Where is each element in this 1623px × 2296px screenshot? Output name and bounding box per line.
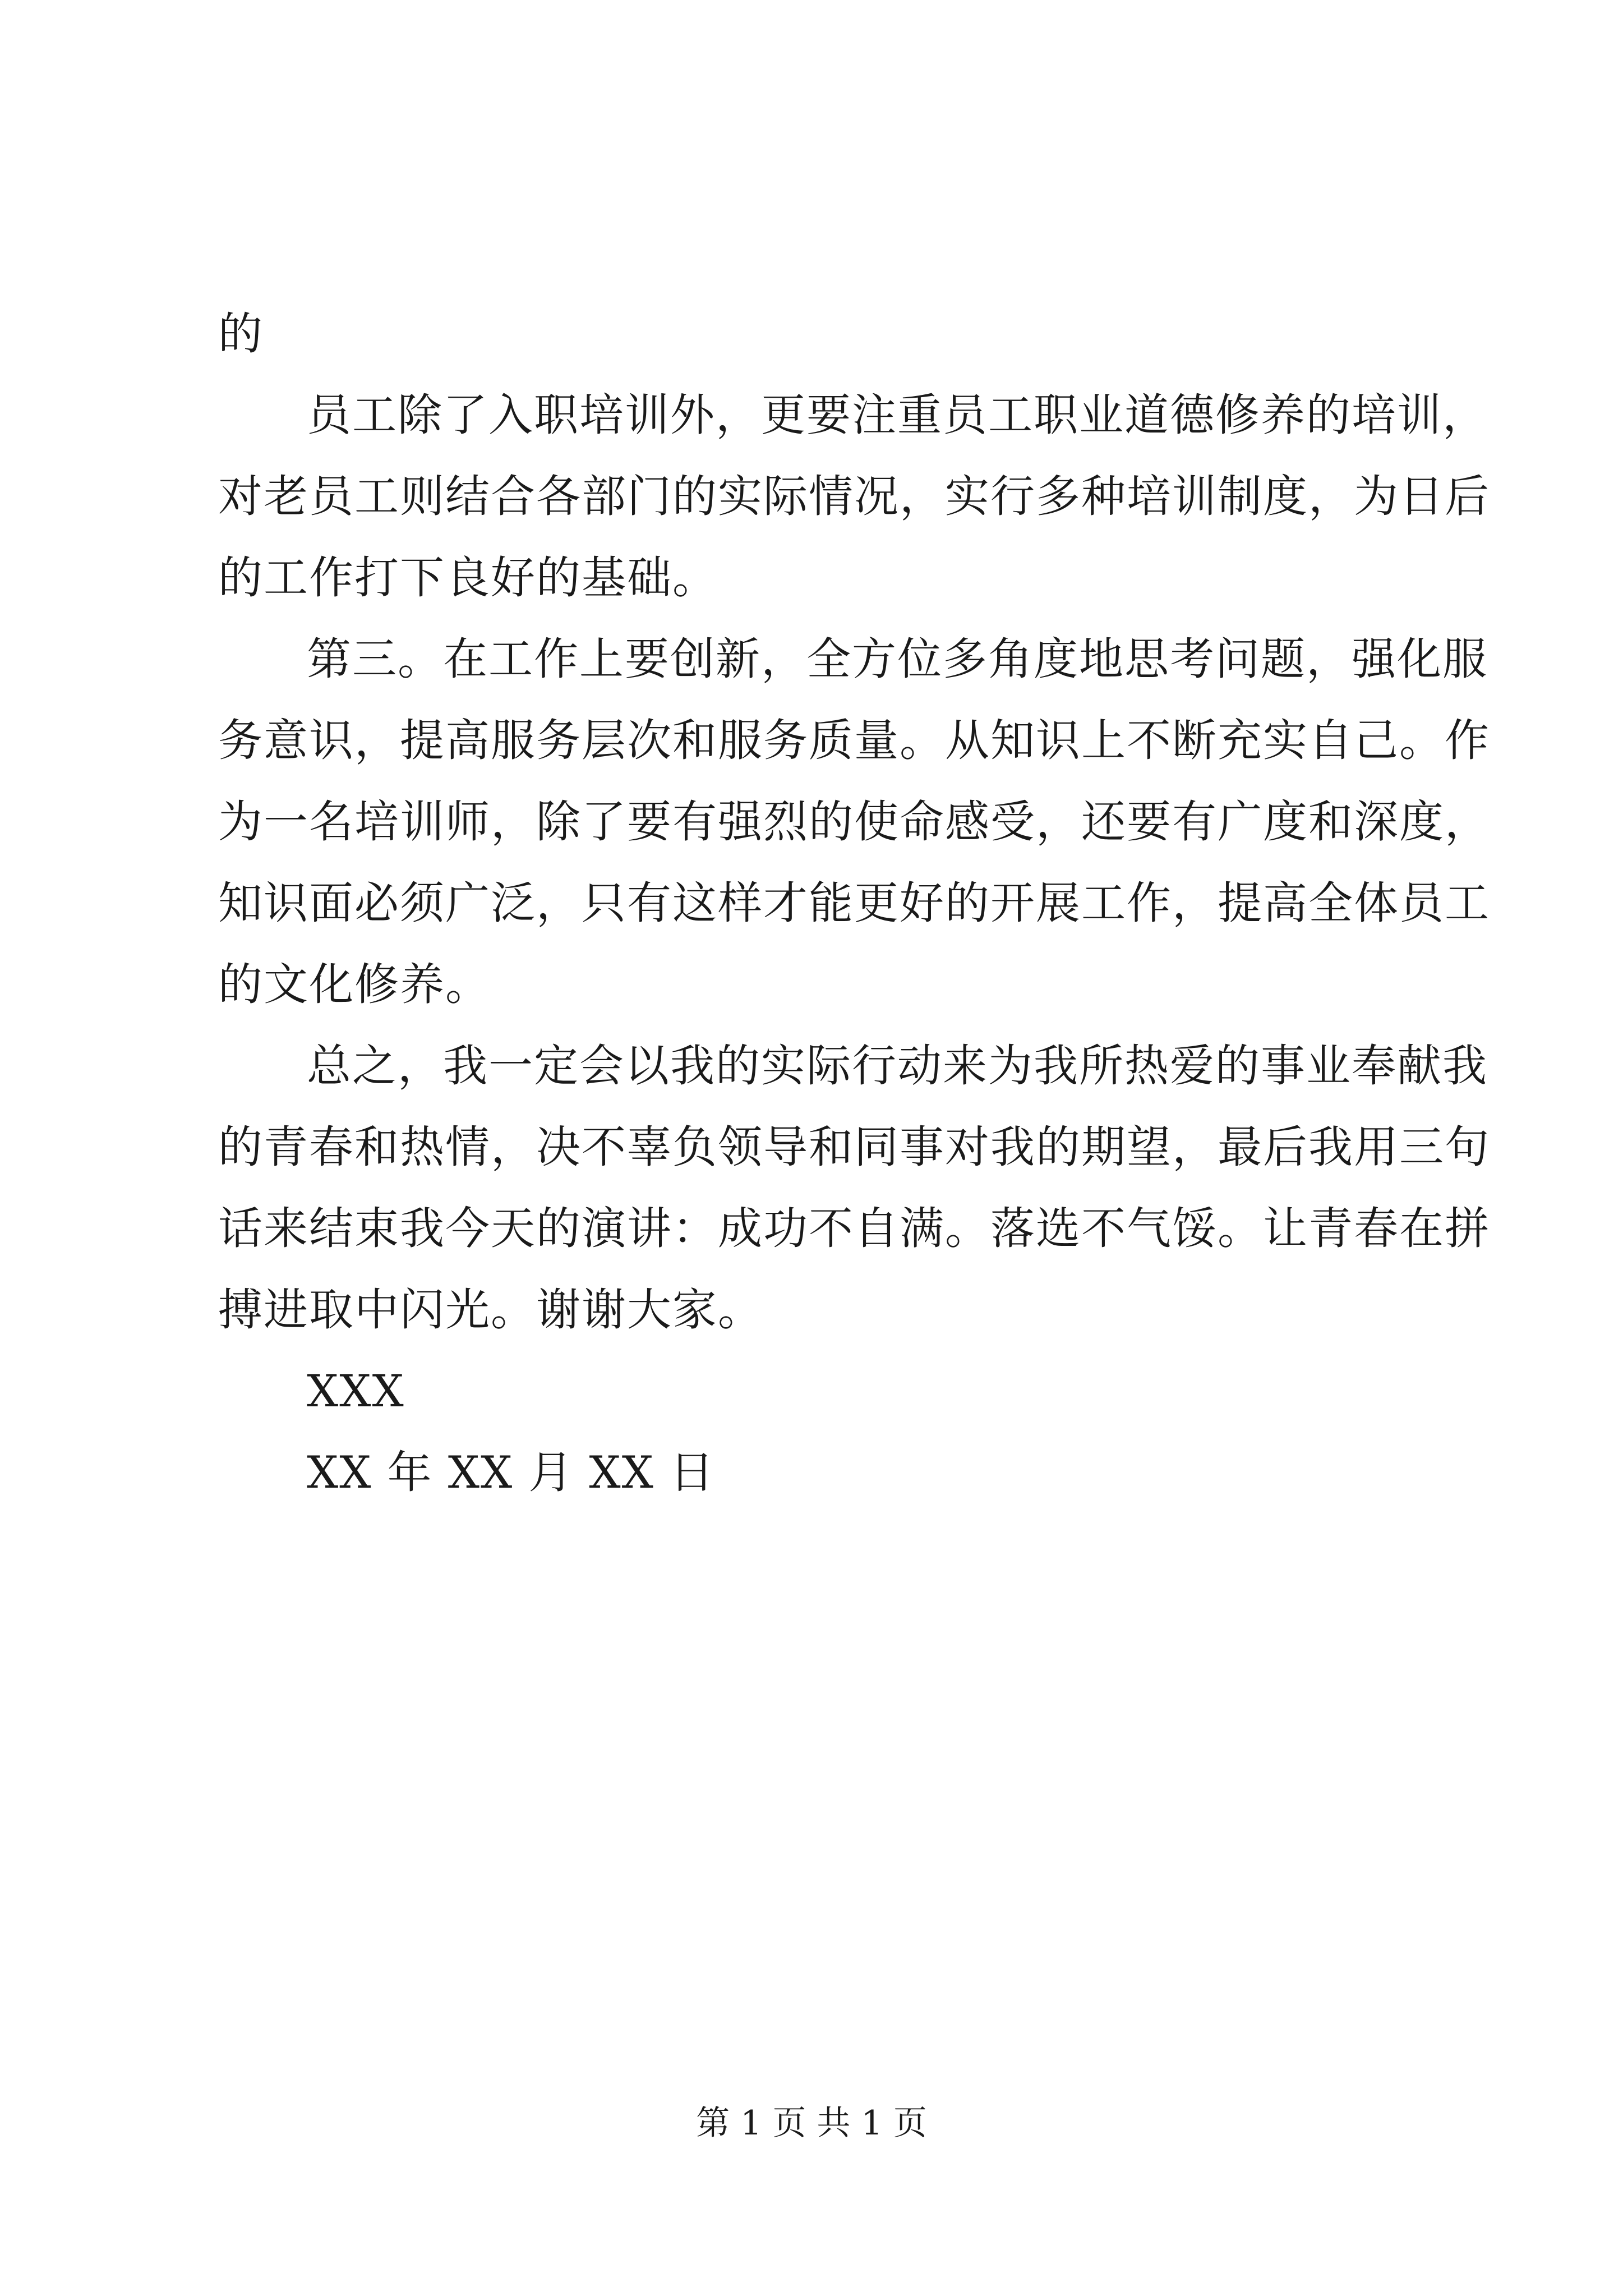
text-line: 总之，我一定会以我的实际行动来为我所热爱的事业奉献我 xyxy=(307,1040,1488,1092)
text-line: 知识面必须广泛，只有这样才能更好的开展工作，提高全体员工 xyxy=(218,877,1490,929)
text-line: 的工作打下良好的基础。 xyxy=(218,552,718,604)
signature-name: XXX xyxy=(307,1365,405,1417)
text-line: 员工除了入职培训外，更要注重员工职业道德修养的培训， xyxy=(307,389,1488,441)
text-line: 为一名培训师，除了要有强烈的使命感受，还要有广度和深度， xyxy=(218,796,1490,848)
text-line: 的青春和热情，决不辜负领导和同事对我的期望，最后我用三句 xyxy=(218,1121,1490,1173)
text-line: 第三。在工作上要创新，全方位多角度地思考问题，强化服 xyxy=(307,633,1488,685)
text-line: 的 xyxy=(218,308,264,360)
signature-date: XX 年 XX 月 XX 日 xyxy=(307,1447,716,1498)
text-line: 搏进取中闪光。谢谢大家。 xyxy=(218,1284,763,1336)
page-footer: 第 1 页 共 1 页 xyxy=(696,2104,927,2143)
text-line: 务意识，提高服务层次和服务质量。从知识上不断充实自己。作 xyxy=(218,715,1490,766)
text-line: 话来结束我今天的演讲：成功不自满。落选不气馁。让青春在拼 xyxy=(218,1203,1490,1254)
text-line: 对老员工则结合各部门的实际情况，实行多种培训制度，为日后 xyxy=(218,471,1490,522)
document-body xyxy=(218,293,1490,1513)
text-line: 的文化修养。 xyxy=(218,959,491,1010)
